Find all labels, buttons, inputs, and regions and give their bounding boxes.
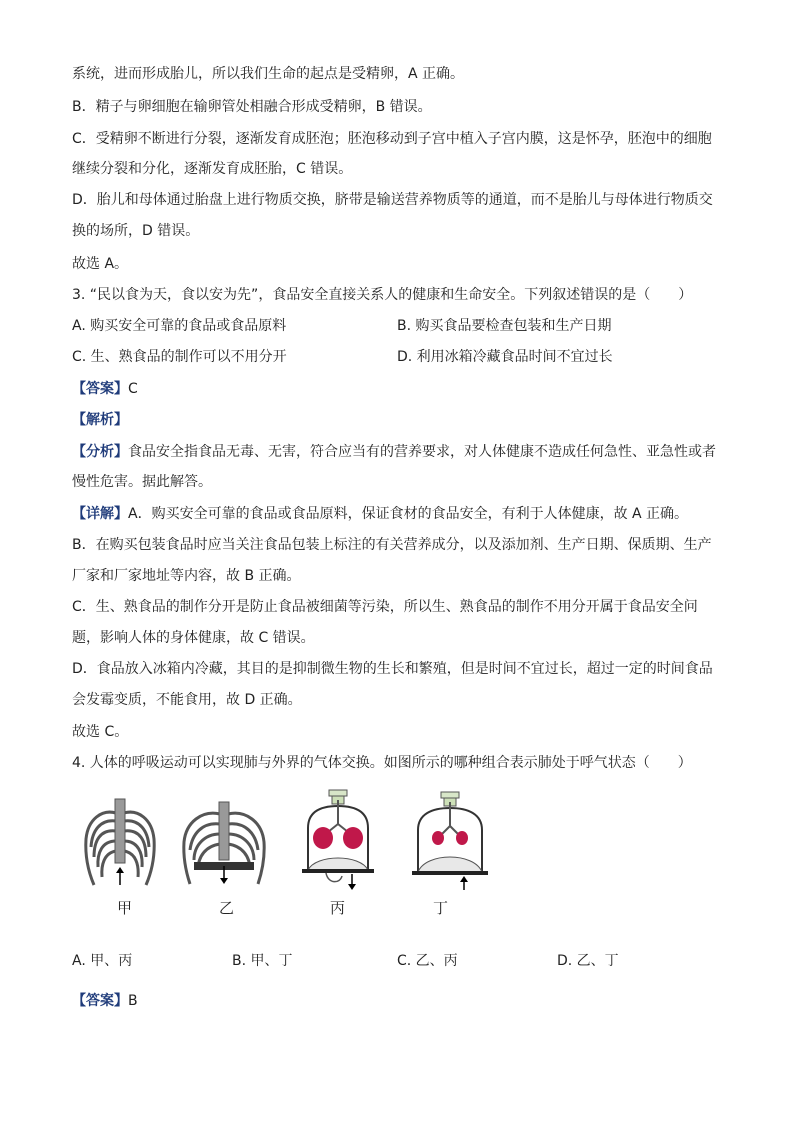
fenxi-tag: 【分析】	[72, 444, 128, 460]
question-4-stem: 4. 人体的呼吸运动可以实现肺与外界的气体交换。如图所示的哪种组合表示肺处于呼气状态（ ）	[72, 755, 692, 771]
xiangjie-text: A．购买安全可靠的食品或食品原料，保证食材的食品安全，有利于人体健康，故 A 正确。	[128, 506, 689, 522]
answer-value: B	[128, 993, 138, 1009]
q3-option-d: D. 利用冰箱冷藏食品时间不宜过长	[397, 349, 613, 365]
q4-option-d: D. 乙、丁	[557, 953, 619, 969]
text-line: D．食品放入冰箱内冷藏，其目的是抑制微生物的生长和繁殖，但是时间不宜过长，超过一定的时间食品	[72, 661, 713, 677]
text-line: 系统，进而形成胎儿，所以我们生命的起点是受精卵，A 正确。	[72, 66, 465, 82]
bell-jar-figure-ding	[408, 790, 492, 892]
xiangjie-tag: 【详解】	[72, 506, 128, 522]
text-line: B．精子与卵细胞在输卵管处相融合形成受精卵，B 错误。	[72, 99, 432, 115]
text-line: 故选 A。	[72, 256, 129, 272]
q3-answer	[72, 379, 138, 399]
q3-xiangjie	[72, 504, 688, 524]
text-line: B．在购买包装食品时应当关注食品包装上标注的有关营养成分，以及添加剂、生产日期、保质期、生产	[72, 537, 712, 553]
text-line: 厂家和厂家地址等内容，故 B 正确。	[72, 568, 301, 584]
answer-tag: 【答案】	[72, 381, 128, 397]
q3-fenxi	[72, 442, 716, 462]
analysis-tag: 【解析】	[72, 412, 128, 428]
figure-label-bing: 丙	[330, 899, 346, 917]
question-3-stem: 3. “民以食为天，食以安为先”，食品安全直接关系人的健康和生命安全。下列叙述错误的是（ ）	[72, 287, 693, 303]
answer-value: C	[128, 381, 138, 397]
text-line: 故选 C。	[72, 724, 129, 740]
q4-option-a: A. 甲、丙	[72, 953, 133, 969]
q4-answer	[72, 991, 138, 1011]
text-line: 换的场所，D 错误。	[72, 223, 200, 239]
figure-label-yi: 乙	[219, 899, 235, 917]
q3-option-a: A. 购买安全可靠的食品或食品原料	[72, 318, 287, 334]
text-line: 慢性危害。据此解答。	[72, 474, 212, 490]
text-line: D．胎儿和母体通过胎盘上进行物质交换，脐带是输送营养物质等的通道，而不是胎儿与母体进行物质交	[72, 192, 713, 208]
figure-label-ding: 丁	[433, 899, 449, 917]
text-line: 继续分裂和分化，逐渐发育成胚胎，C 错误。	[72, 161, 353, 177]
q4-option-c: C. 乙、丙	[397, 953, 458, 969]
ribcage-figure-jia	[80, 795, 160, 895]
fenxi-text: 食品安全指食品无毒、无害，符合应当有的营养要求，对人体健康不造成任何急性、亚急性或者	[128, 444, 716, 460]
text-line: 题，影响人体的身体健康，故 C 错误。	[72, 630, 315, 646]
q3-option-b: B. 购买食品要检查包装和生产日期	[397, 318, 612, 334]
text-line: C．生、熟食品的制作分开是防止食品被细菌等污染，所以生、熟食品的制作不用分开属于食品安全问	[72, 599, 698, 615]
q3-analysis-heading	[72, 410, 128, 430]
text-line: 会发霉变质，不能食用，故 D 正确。	[72, 692, 302, 708]
q3-option-c: C. 生、熟食品的制作可以不用分开	[72, 349, 287, 365]
text-line: C．受精卵不断进行分裂，逐渐发育成胚泡；胚泡移动到子宫中植入子宫内膜，这是怀孕，胚泡中的细胞	[72, 131, 712, 147]
q4-option-b: B. 甲、丁	[232, 953, 293, 969]
ribcage-figure-yi	[180, 800, 268, 892]
bell-jar-figure-bing	[296, 788, 380, 892]
answer-tag: 【答案】	[72, 993, 128, 1009]
figure-label-jia: 甲	[117, 899, 133, 917]
